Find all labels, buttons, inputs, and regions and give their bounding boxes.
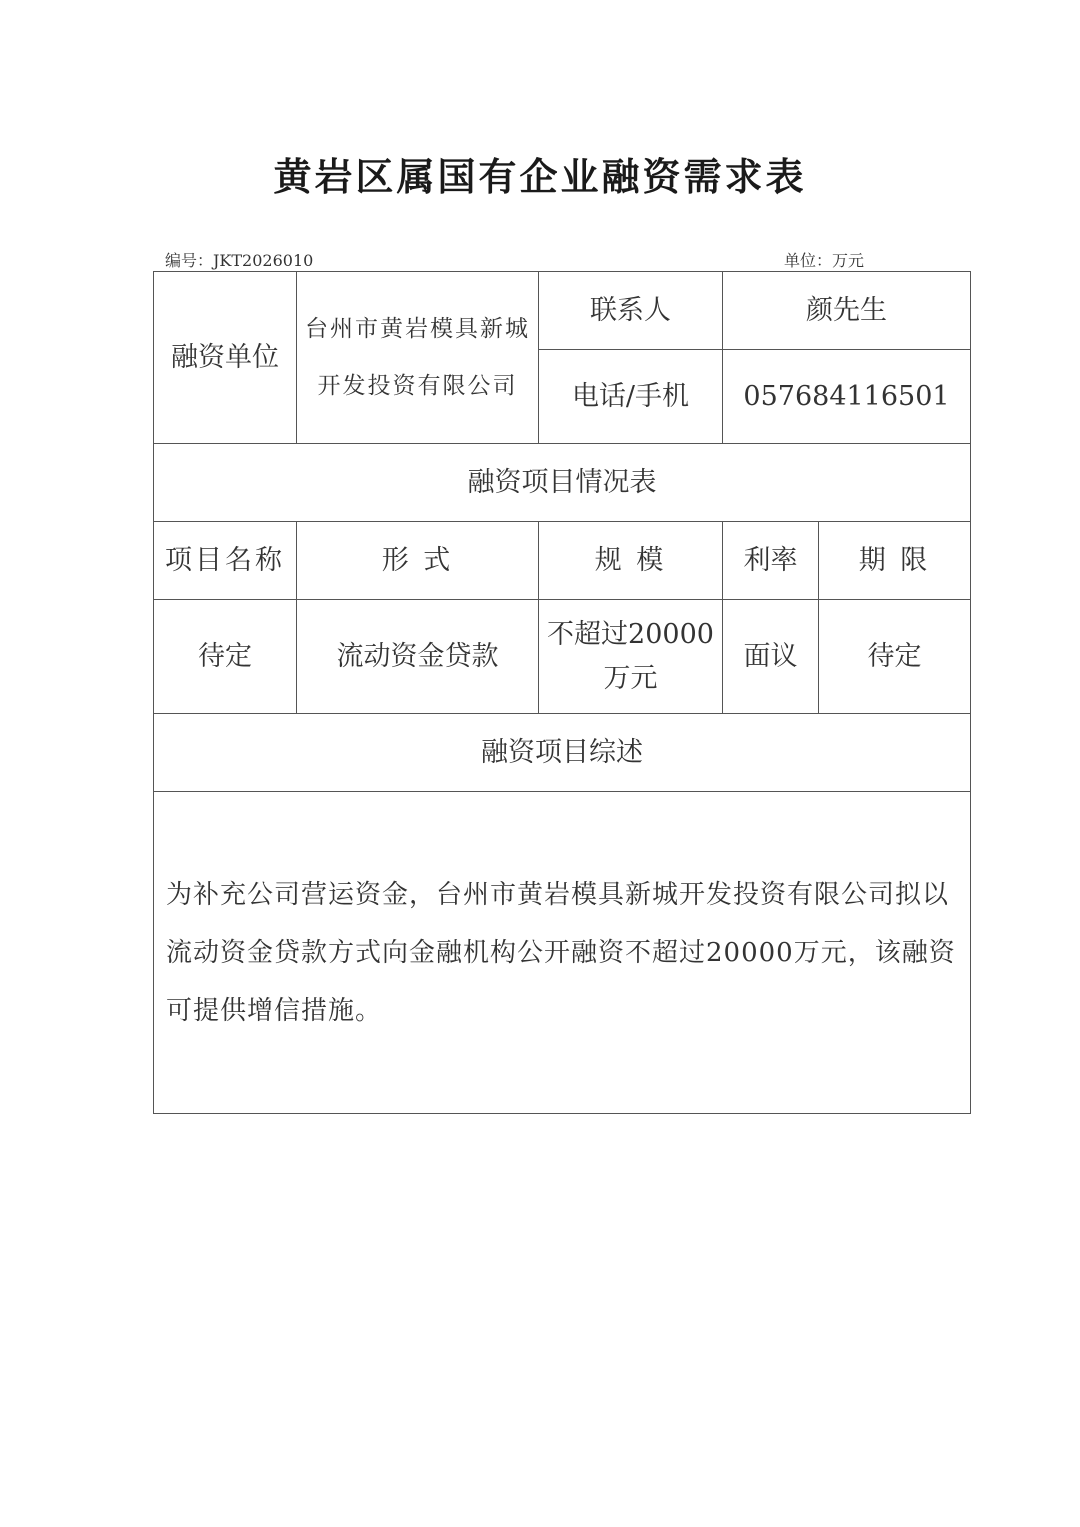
- project-term-cell: 待定: [819, 600, 971, 714]
- column-header-term: 期 限: [819, 522, 971, 600]
- document-code: 编号：JKT2026010: [165, 251, 314, 270]
- column-header-scale: 规 模: [539, 522, 723, 600]
- project-section-title: 融资项目情况表: [154, 444, 971, 522]
- phone-value: 057684116501: [723, 350, 971, 444]
- contact-value: 颜先生: [723, 272, 971, 350]
- summary-section-title: 融资项目综述: [154, 714, 971, 792]
- financing-form-table: [153, 271, 971, 1114]
- project-rate-cell: 面议: [723, 600, 819, 714]
- project-scale-cell: 不超过20000万元: [539, 600, 723, 714]
- document-title: 黄岩区属国有企业融资需求表: [273, 154, 807, 199]
- financing-unit-label: 融资单位: [154, 272, 297, 444]
- project-form-cell: 流动资金贷款: [297, 600, 539, 714]
- column-header-name: 项目名称: [154, 522, 297, 600]
- unit-label: 单位：万元: [784, 251, 865, 270]
- financing-unit-value: 台州市黄岩模具新城开发投资有限公司: [297, 272, 539, 444]
- column-header-rate: 利率: [723, 522, 819, 600]
- column-header-form: 形 式: [297, 522, 539, 600]
- project-name-cell: 待定: [154, 600, 297, 714]
- summary-text: 为补充公司营运资金，台州市黄岩模具新城开发投资有限公司拟以流动资金贷款方式向金融机构公开融资不超过20000万元，该融资可提供增信措施。: [154, 792, 971, 1114]
- phone-label: 电话/手机: [539, 350, 723, 444]
- contact-label: 联系人: [539, 272, 723, 350]
